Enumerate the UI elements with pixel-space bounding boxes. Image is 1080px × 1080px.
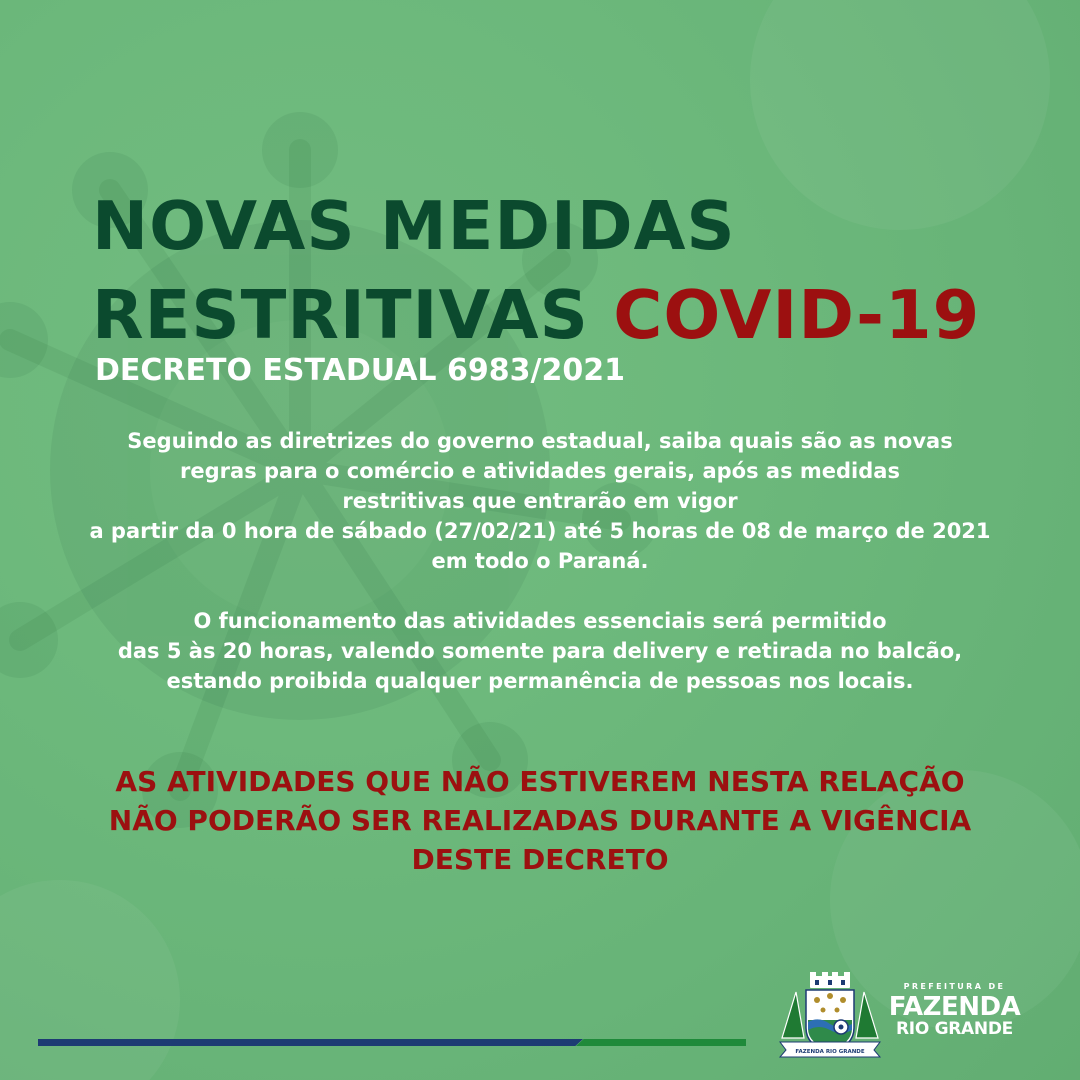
- title-line-1: NOVAS MEDIDAS: [92, 187, 736, 265]
- intro-line: Seguindo as diretrizes do governo estadual, saiba quais são as novas: [127, 429, 953, 453]
- intro-paragraph: [0, 426, 1080, 576]
- footer-bar-green: [576, 1039, 746, 1046]
- footer-bar-blue: [38, 1039, 583, 1046]
- essential-line: das 5 às 20 horas, valendo somente para delivery e retirada no balcão,: [117, 639, 963, 663]
- city-brand: [887, 983, 1022, 1038]
- brand-subname: RIO GRANDE: [896, 1019, 1013, 1039]
- essential-activities-paragraph: [0, 606, 1080, 696]
- intro-line: restritivas que entrarão em vigor: [342, 489, 738, 513]
- brand-prefix: PREFEITURA DE: [903, 982, 1006, 991]
- warning-line: AS ATIVIDADES QUE NÃO ESTIVEREM NESTA RELAÇÃO: [115, 765, 965, 798]
- title-line-2: [92, 276, 981, 354]
- decree-subtitle: DECRETO ESTADUAL 6983/2021: [95, 353, 625, 388]
- warning-notice: [0, 762, 1080, 879]
- title-restritivas: RESTRITIVAS: [92, 276, 589, 354]
- intro-line: regras para o comércio e atividades gerais, após as medidas: [180, 459, 900, 483]
- warning-line: NÃO PODERÃO SER REALIZADAS DURANTE A VIGÊNCIA: [108, 804, 972, 837]
- brand-name: FAZENDA: [888, 992, 1021, 1022]
- essential-line: estando proibida qualquer permanência de pessoas nos locais.: [166, 669, 914, 693]
- intro-line: em todo o Paraná.: [431, 549, 649, 573]
- intro-line: a partir da 0 hora de sábado (27/02/21) até 5 horas de 08 de março de 2021: [89, 519, 991, 543]
- municipal-coat-of-arms-icon: [774, 972, 886, 1058]
- essential-line: O funcionamento das atividades essenciais será permitido: [193, 609, 887, 633]
- warning-line: DESTE DECRETO: [411, 843, 669, 876]
- seal-ribbon-text: FAZENDA RIO GRANDE: [795, 1049, 865, 1055]
- title-covid-highlight: COVID-19: [613, 276, 981, 354]
